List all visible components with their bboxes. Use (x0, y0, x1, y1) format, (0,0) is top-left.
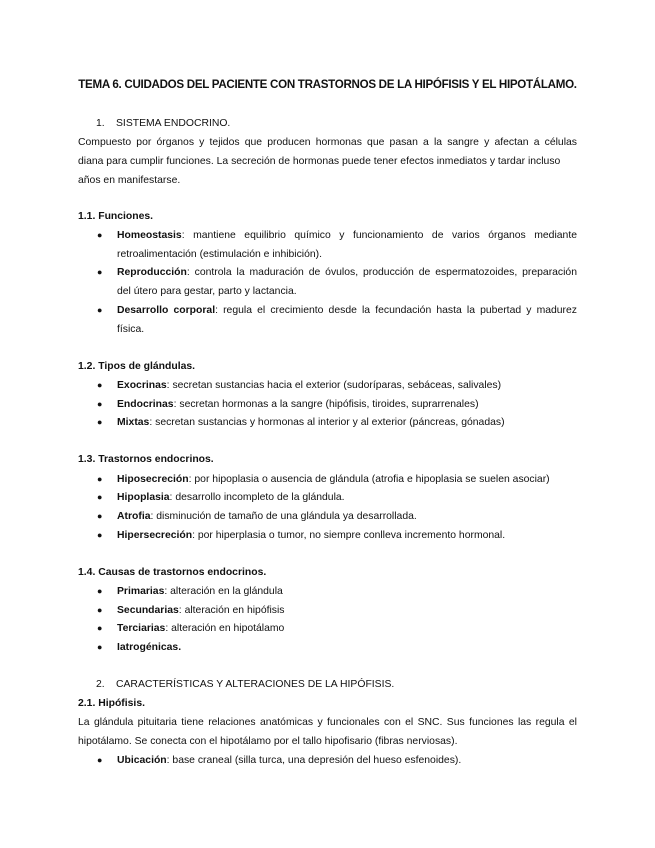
paragraph-line: diana para cumplir funciones. La secreción de hormonas puede tener efectos inmediatos y tardar incluso (78, 156, 561, 167)
section-number: 2. (96, 679, 105, 690)
list-item-term: Primarias (117, 586, 165, 597)
list-item (117, 622, 577, 635)
bullet-icon: ● (97, 230, 103, 240)
bullet-icon: ● (97, 399, 103, 409)
subsection-heading: 1.3. Trastornos endocrinos. (78, 454, 214, 465)
paragraph-line: hipotálamo. Se conecta con el hipotálamo por el tallo hipofisario (fibras nerviosas). (78, 736, 458, 747)
section-number: 1. (96, 118, 105, 129)
bullet-icon: ● (97, 267, 103, 277)
list-item-text: : controla la maduración de óvulos, producción de espermatozoides, preparación (186, 267, 577, 278)
list-item (117, 641, 577, 654)
list-item-text: : secretan sustancias y hormonas al interior y al exterior (páncreas, gónadas) (149, 417, 505, 428)
paragraph-line: La glándula pituitaria tiene relaciones anatómicas y funcionales con el SNC. Sus funciones las regula el (78, 717, 577, 728)
bullet-icon: ● (97, 605, 103, 615)
list-item (117, 604, 577, 617)
list-item-text: : alteración en hipotálamo (165, 623, 285, 634)
bullet-icon: ● (97, 586, 103, 596)
list-item-term: Homeostasis (117, 230, 182, 241)
list-item-term: Atrofia (117, 511, 151, 522)
list-item-term: Ubicación (117, 755, 167, 766)
paragraph-line: Compuesto por órganos y tejidos que producen hormonas que pasan a la sangre y afectan a células (78, 137, 577, 148)
bullet-icon: ● (97, 474, 103, 484)
list-item-text: : disminución de tamaño de una glándula ya desarrollada. (150, 511, 417, 522)
bullet-icon: ● (97, 417, 103, 427)
list-item (117, 304, 577, 317)
bullet-icon: ● (97, 755, 103, 765)
list-item-text: : por hipoplasia o ausencia de glándula (atrofia e hipoplasia se suelen asociar) (188, 474, 550, 485)
list-item-term: Hipersecreción (117, 530, 193, 541)
list-item-term: Iatrogénicas. (117, 642, 182, 653)
section-heading: SISTEMA ENDOCRINO. (116, 118, 231, 129)
list-item (117, 473, 577, 486)
list-item-term: Terciarias (117, 623, 166, 634)
list-item (117, 529, 577, 542)
document-title: TEMA 6. CUIDADOS DEL PACIENTE CON TRASTORNOS DE LA HIPÓFISIS Y EL HIPOTÁLAMO. (78, 78, 577, 91)
list-item-term: Exocrinas (117, 380, 167, 391)
list-item (117, 229, 577, 242)
bullet-icon: ● (97, 492, 103, 502)
list-item-text: : desarrollo incompleto de la glándula. (169, 492, 345, 503)
list-item-term: Desarrollo corporal (117, 305, 216, 316)
list-item-continuation: del útero para gestar, parto y lactancia. (117, 286, 297, 297)
list-item-text: : secretan hormonas a la sangre (hipófisis, tiroides, suprarrenales) (173, 399, 479, 410)
bullet-icon: ● (97, 305, 103, 315)
bullet-icon: ● (97, 623, 103, 633)
list-item-term: Mixtas (117, 417, 150, 428)
list-item (117, 491, 577, 504)
list-item-text: : mantiene equilibrio químico y funcionamiento de varios órganos mediante (181, 230, 577, 241)
list-item (117, 754, 577, 767)
list-item-term: Hipoplasia (117, 492, 170, 503)
list-item-text: : por hiperplasia o tumor, no siempre conlleva incremento hormonal. (192, 530, 506, 541)
subsection-heading: 2.1. Hipófisis. (78, 698, 145, 709)
bullet-icon: ● (97, 380, 103, 390)
list-item (117, 398, 577, 411)
paragraph-line: años en manifestarse. (78, 175, 181, 186)
bullet-icon: ● (97, 530, 103, 540)
list-item (117, 266, 577, 279)
list-item-text: : alteración en hipófisis (178, 605, 285, 616)
list-item-term: Reproducción (117, 267, 187, 278)
bullet-icon: ● (97, 642, 103, 652)
subsection-heading: 1.1. Funciones. (78, 211, 154, 222)
bullet-icon: ● (97, 511, 103, 521)
list-item-term: Secundarias (117, 605, 179, 616)
list-item-continuation: retroalimentación (estimulación e inhibición). (117, 249, 323, 260)
list-item (117, 585, 577, 598)
list-item-text: : regula el crecimiento desde la fecundación hasta la pubertad y madurez (215, 305, 577, 316)
list-item-term: Hiposecreción (117, 474, 189, 485)
section-heading: CARACTERÍSTICAS Y ALTERACIONES DE LA HIPÓFISIS. (116, 679, 395, 690)
subsection-heading: 1.4. Causas de trastornos endocrinos. (78, 567, 267, 578)
subsection-heading: 1.2. Tipos de glándulas. (78, 361, 196, 372)
list-item-text: : base craneal (silla turca, una depresión del hueso esfenoides). (166, 755, 462, 766)
list-item-text: : alteración en la glándula (164, 586, 283, 597)
list-item-term: Endocrinas (117, 399, 174, 410)
list-item (117, 379, 577, 392)
list-item (117, 416, 577, 429)
list-item-text: : secretan sustancias hacia el exterior (sudoríparas, sebáceas, salivales) (166, 380, 502, 391)
list-item (117, 510, 577, 523)
list-item-continuation: física. (117, 324, 145, 335)
